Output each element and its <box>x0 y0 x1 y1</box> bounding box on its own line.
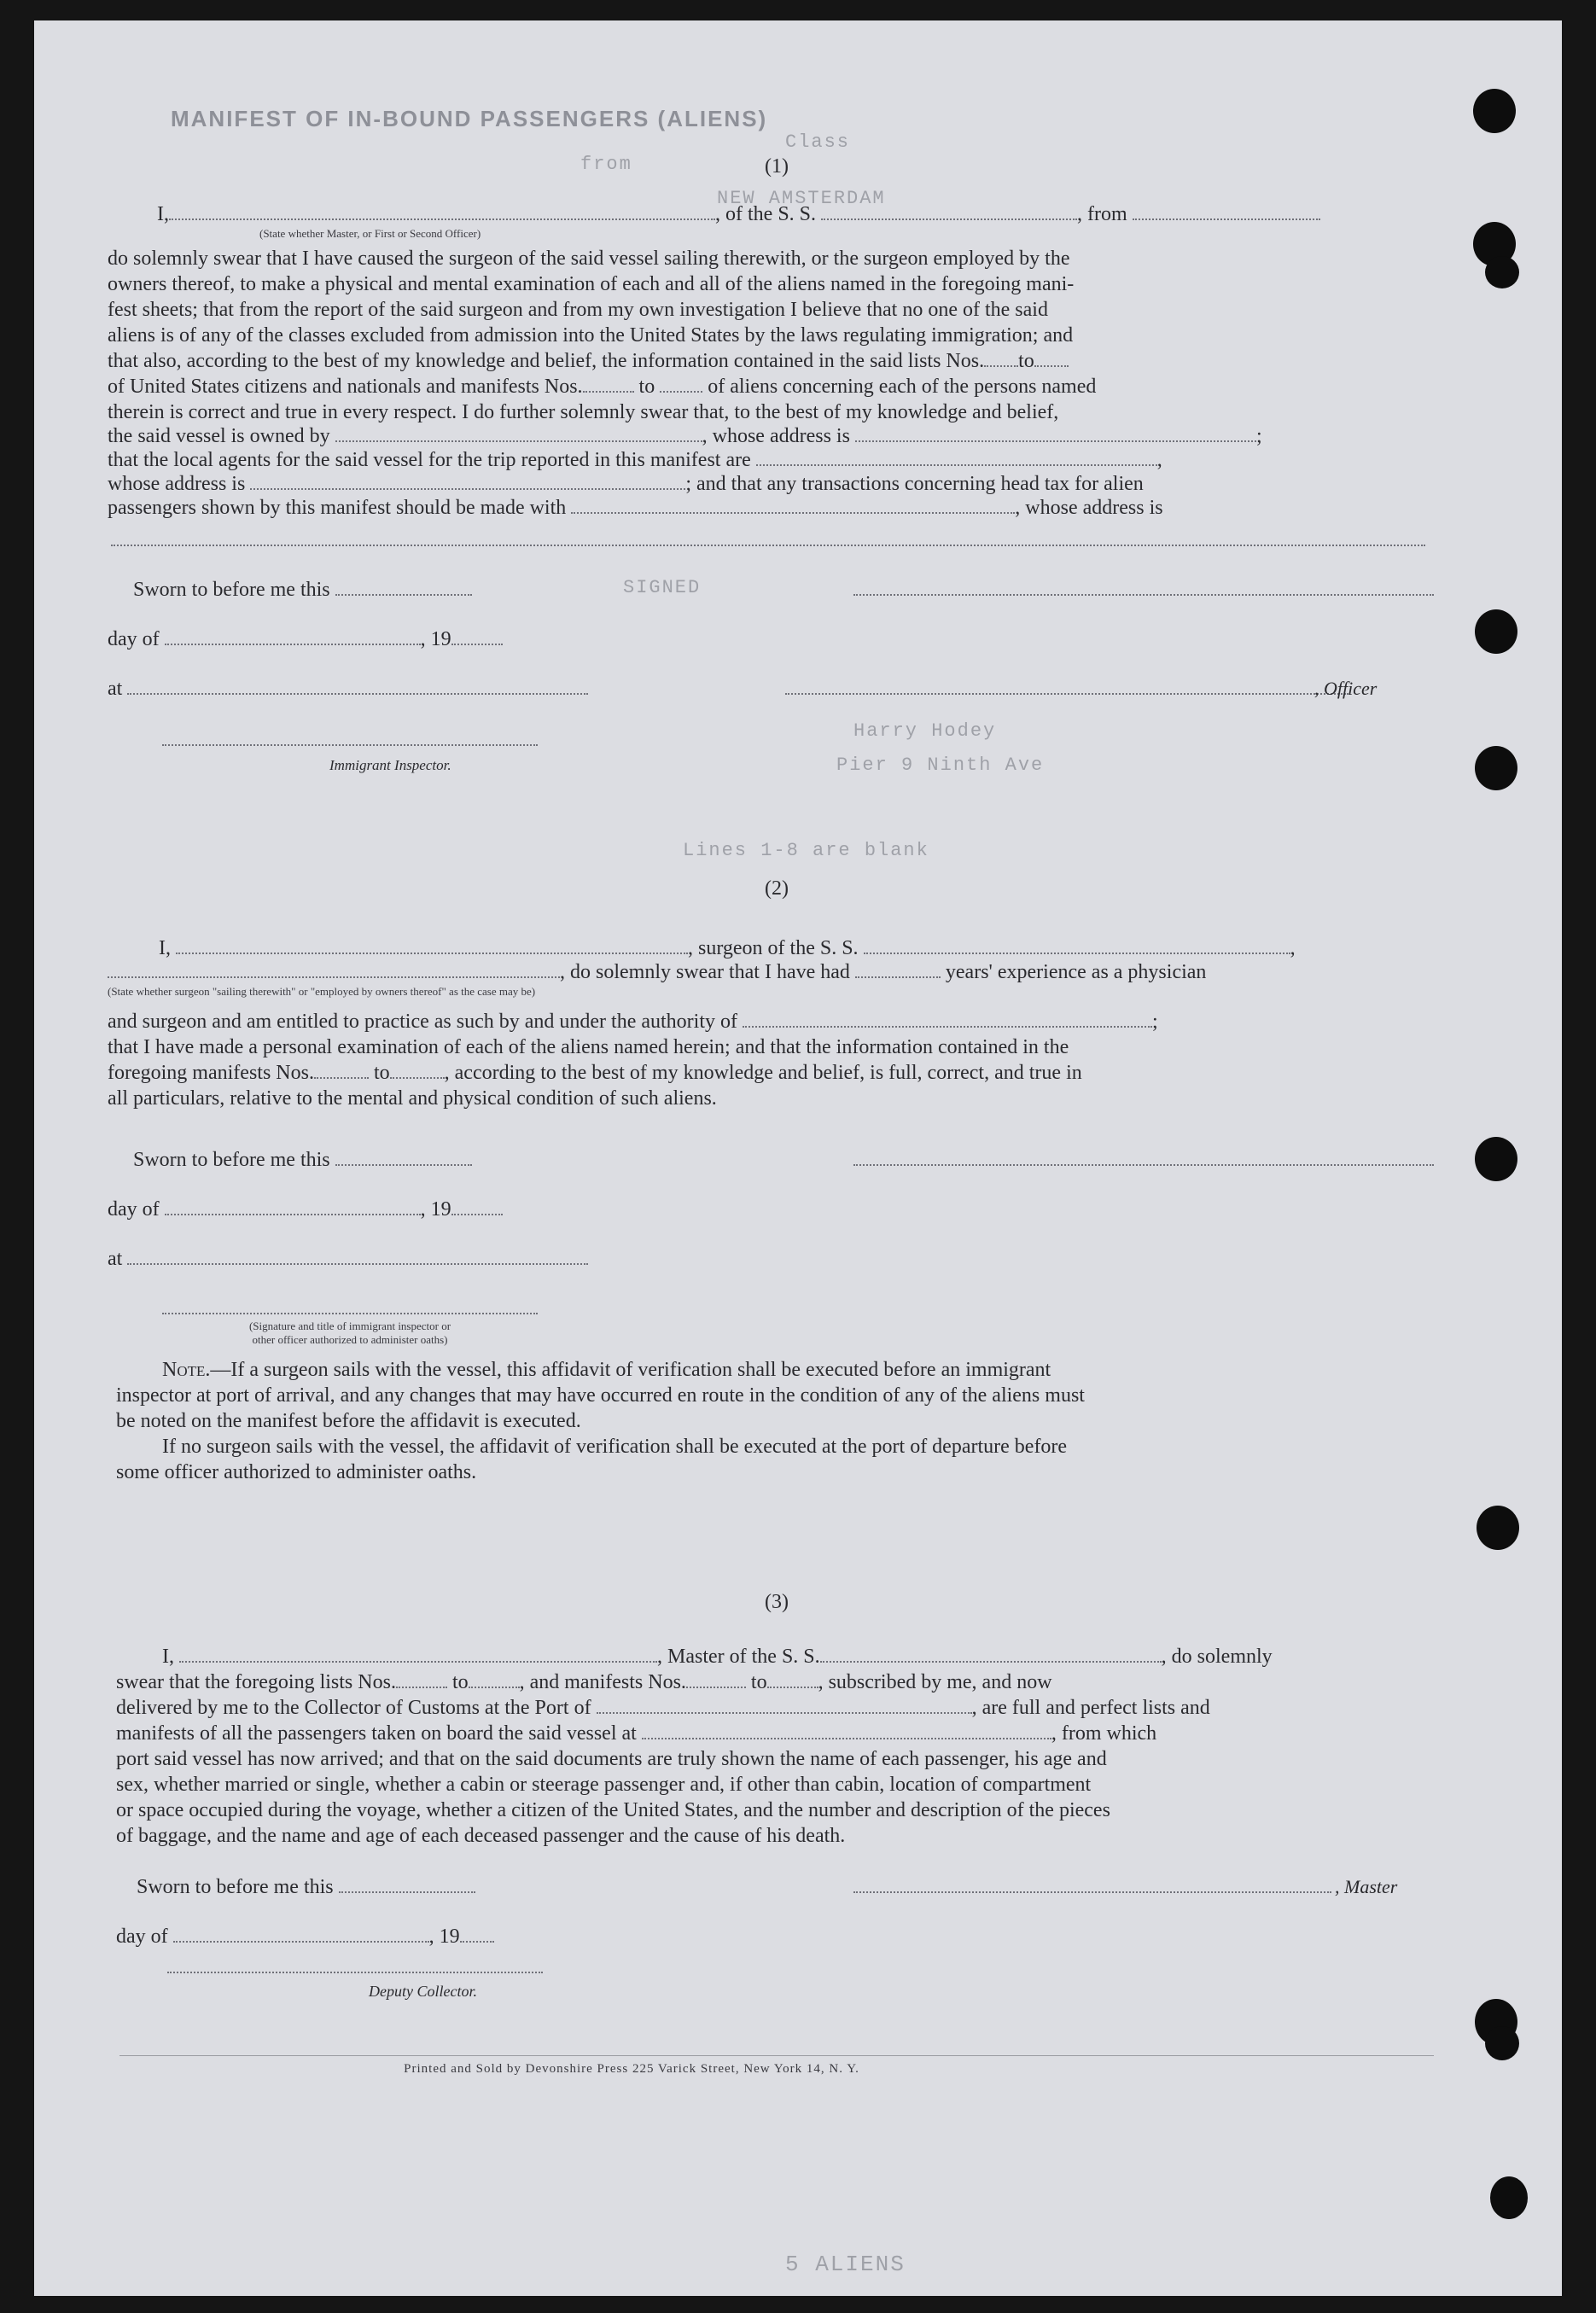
ghost-stamp: Pier 9 Ninth Ave <box>836 754 1045 776</box>
s1-para-line: aliens is of any of the classes excluded from admission into the United States by the laws regulating immigration; and <box>108 324 1074 347</box>
s2-note-line: Note.—If a surgeon sails with the vessel, this affidavit of verification shall be executed before an immigrant <box>162 1359 1051 1381</box>
s3-para-line: sex, whether married or single, whether a cabin or steerage passenger and, if other than cabin, location of compartment <box>116 1774 1092 1796</box>
s1-para-line: of United States citizens and nationals and manifests Nos. to of aliens concerning each of the persons named <box>108 376 1097 398</box>
s1-para-line: whose address is ; and that any transactions concerning head tax for alien <box>108 473 1144 495</box>
s2-at: at <box>108 1246 588 1272</box>
s2-para-line: all particulars, relative to the mental and physical condition of such aliens. <box>108 1087 717 1110</box>
s1-address-line <box>111 545 1425 546</box>
s2-sig-note: (Signature and title of immigrant inspector or other officer authorized to administer oaths) <box>248 1320 451 1346</box>
s3-line1: I, , Master of the S. S. , do solemnly <box>162 1646 1273 1668</box>
s3-line2: swear that the foregoing lists Nos. to , and manifests Nos. to , subscribed by me, and now <box>116 1671 1052 1693</box>
s3-collector-label: Deputy Collector. <box>369 1983 477 2000</box>
s2-sworn: Sworn to before me this <box>133 1147 472 1173</box>
s3-master-label: , Master <box>1335 1876 1398 1897</box>
s3-para-line: of baggage, and the name and age of each deceased passenger and the cause of his death. <box>116 1825 846 1847</box>
s1-sworn: Sworn to before me this <box>133 577 472 603</box>
ghost-header-ship: NEW AMSTERDAM <box>717 188 886 209</box>
s1-officer-signature-line <box>853 594 1434 596</box>
ghost-stamp: Lines 1-8 are blank <box>683 840 929 861</box>
s1-para-line: owners thereof, to make a physical and mental examination of each and all of the aliens named in the foregoing mani- <box>108 273 1075 295</box>
s3-line4: manifests of all the passengers taken on board the said vessel at , from which <box>116 1722 1157 1745</box>
s3-sworn: Sworn to before me this <box>137 1874 475 1900</box>
s1-officer-label: , Officer <box>1314 678 1378 699</box>
s1-para-line: that also, according to the best of my knowledge and belief, the information contained in the said lists Nos. to <box>108 348 1069 374</box>
section-number-3: (3) <box>765 1591 789 1613</box>
s2-para-line: and surgeon and am entitled to practice as such by and under the authority of ; <box>108 1011 1158 1033</box>
ghost-header-from: from <box>580 154 632 175</box>
s3-para-line: port said vessel has now arrived; and that on the said documents are truly shown the name of each passenger, his age and <box>116 1748 1107 1770</box>
s1-para-line: do solemnly swear that I have caused the surgeon of the said vessel sailing therewith, or the surgeon employed by the <box>108 248 1070 270</box>
s2-surgeon-signature-line <box>853 1164 1434 1166</box>
s1-para-line: passengers shown by this manifest should be made with , whose address is <box>108 497 1163 519</box>
s2-note-line: If no surgeon sails with the vessel, the affidavit of verification shall be executed at the port of departure before <box>162 1436 1068 1458</box>
punch-hole <box>1475 609 1517 654</box>
s2-line2: , do solemnly swear that I have had years' experience as a physician <box>108 959 1206 985</box>
ghost-stamp: SIGNED <box>623 577 702 598</box>
ghost-stamp: Harry Hodey <box>853 720 997 742</box>
ghost-footer: 5 ALIENS <box>785 2252 906 2277</box>
s1-officer-line <box>785 693 1348 695</box>
s3-line3: delivered by me to the Collector of Customs at the Port of , are full and perfect lists and <box>116 1697 1210 1719</box>
s1-para-line: the said vessel is owned by , whose address is ; <box>108 425 1262 447</box>
manifest-page <box>34 20 1562 2296</box>
punch-hole <box>1490 2176 1528 2219</box>
s1-at: at <box>108 676 588 702</box>
s1-para-line: fest sheets; that from the report of the said surgeon and from my own investigation I believe that no one of the said <box>108 299 1048 321</box>
s1-inspector-label: Immigrant Inspector. <box>329 757 451 773</box>
s2-para-line: foregoing manifests Nos. to , according to the best of my knowledge and belief, is full, correct, and true in <box>108 1062 1082 1084</box>
s1-inspector-line <box>162 744 538 746</box>
s1-line1: I, , of the S. S. , from <box>157 201 1320 227</box>
printer-line: Printed and Sold by Devonshire Press 225 Varick Street, New York 14, N. Y. <box>404 2062 859 2076</box>
s2-dayof: day of , 19 <box>108 1197 503 1222</box>
s1-para-line: that the local agents for the said vessel for the trip reported in this manifest are , <box>108 449 1162 471</box>
s3-para-line: or space occupied during the voyage, whether a citizen of the United States, and the number and description of the pieces <box>116 1799 1110 1821</box>
s1-dayof: day of , 19 <box>108 626 503 652</box>
punch-hole <box>1473 89 1516 133</box>
punch-hole <box>1485 256 1519 288</box>
section-number-1: (1) <box>765 155 789 178</box>
footer-rule <box>119 2055 1434 2056</box>
s2-note-line: be noted on the manifest before the affidavit is executed. <box>116 1410 581 1432</box>
s2-inspector-line <box>162 1313 538 1314</box>
s1-para-line: therein is correct and true in every respect. I do further solemnly swear that, to the best of my knowledge and belief, <box>108 401 1059 423</box>
ghost-header-class: Class <box>785 131 851 153</box>
s1-officer-note: (State whether Master, or First or Second Officer) <box>259 227 481 240</box>
s3-collector-line <box>167 1972 543 1973</box>
section-number-2: (2) <box>765 877 789 900</box>
s2-line1: I, , surgeon of the S. S. , <box>159 937 1296 959</box>
punch-hole <box>1475 1137 1517 1181</box>
s3-dayof: day of , 19 <box>116 1924 494 1949</box>
punch-hole <box>1485 2026 1519 2060</box>
s2-surgeon-note: (State whether surgeon "sailing therewith" or "employed by owners thereof" as the case may be) <box>108 985 536 998</box>
s3-master-signature-line <box>853 1891 1331 1893</box>
punch-hole <box>1475 746 1517 790</box>
s2-note-line: inspector at port of arrival, and any changes that may have occurred en route in the condition of any of the aliens must <box>116 1384 1085 1407</box>
ghost-header-title: MANIFEST OF IN-BOUND PASSENGERS (ALIENS) <box>171 106 768 131</box>
s2-note-line: some officer authorized to administer oaths. <box>116 1461 477 1483</box>
s2-para-line: that I have made a personal examination of each of the aliens named herein; and that the information contained in the <box>108 1036 1069 1058</box>
punch-hole <box>1477 1506 1519 1550</box>
